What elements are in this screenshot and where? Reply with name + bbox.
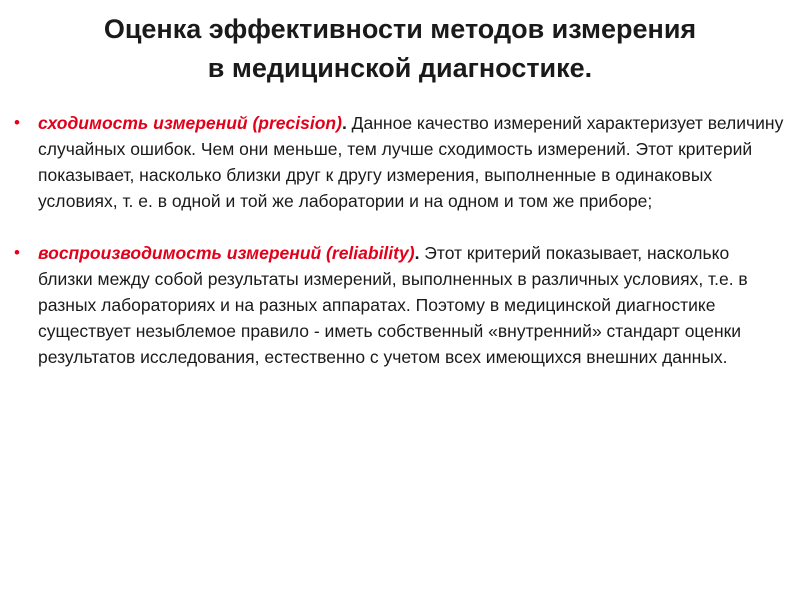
bullet-reliability	[14, 240, 784, 370]
slide-title-line-2: в медицинской диагностике.	[207, 53, 593, 83]
bullet-precision	[14, 110, 784, 214]
bullet-text-reliability: Этот критерий показывает, насколько близки между собой результаты измерений, выполненных в различных условиях, т.е. в разных лабораториях и на разных аппаратах. Поэтому в медицинской диагностике существует незыблемое правило - иметь собственный «внутренний» стандарт оценки результатов исследования, естественно с учетом всех имеющихся внешних данных.	[38, 243, 748, 367]
bullet-term-reliability: воспроизводимость измерений (reliability)	[38, 243, 415, 263]
bullet-marker-icon: •	[14, 113, 20, 132]
slide-title-line-1: Оценка эффективности методов измерения	[103, 14, 697, 44]
bullet-term-suffix: .	[414, 243, 420, 263]
bullet-marker-icon: •	[14, 243, 20, 262]
bullet-term-suffix: .	[341, 113, 347, 133]
slide-title	[0, 10, 800, 88]
bullet-list	[14, 110, 784, 370]
bullet-text-precision: Данное качество измерений характеризует величину случайных ошибок. Чем они меньше, тем лучше сходимость измерений. Этот критерий показывает, насколько близки друг к другу измерения, выполненные в одинаковых условиях, т. е. в одной и той же лаборатории и на одном и том же приборе;	[38, 113, 784, 211]
bullet-term-precision: сходимость измерений (precision)	[38, 113, 342, 133]
